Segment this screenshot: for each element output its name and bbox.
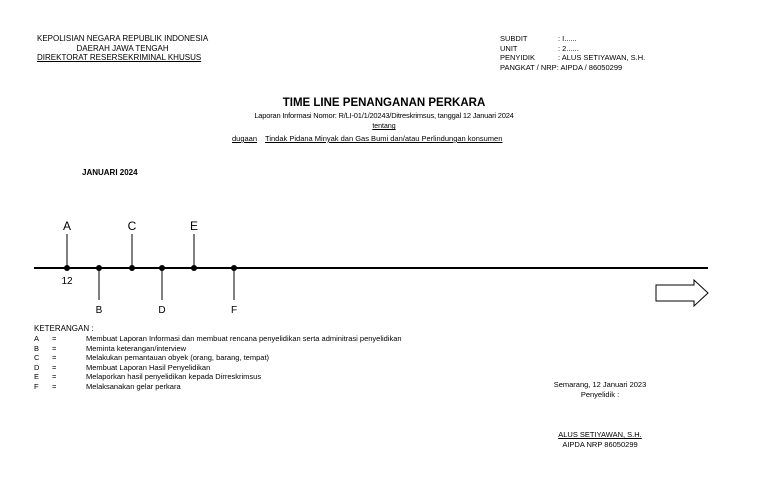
keterangan-list: [34, 334, 402, 392]
day-label: 12: [61, 276, 73, 287]
item-letter: C: [34, 353, 40, 363]
item-text: Membuat Laporan Informasi dan membuat rencana penyelidikan serta adminitrasi penyelidikan: [86, 334, 402, 343]
keterangan-item: [34, 382, 402, 392]
field-value: : AIPDA / 86050299: [556, 62, 623, 72]
keterangan-item: [34, 353, 402, 363]
signature-role: Penyelidik :: [580, 389, 620, 399]
keterangan-title: KETERANGAN :: [34, 324, 94, 333]
signature-name: ALUS SETIYAWAN, S.H.: [558, 430, 642, 439]
timeline-point-e: [191, 265, 197, 271]
timeline-letter-e: E: [189, 219, 199, 233]
header-region: DAERAH JAWA TENGAH: [76, 43, 169, 53]
keterangan-item: [34, 363, 402, 373]
timeline-letter-b: B: [95, 305, 103, 316]
field-value: : ALUS SETIYAWAN, S.H.: [558, 53, 646, 62]
item-text: Meminta keterangan/interview: [86, 343, 187, 353]
timeline-point-b: [96, 265, 102, 271]
document-subtitle: Laporan Informasi Nomor: R/LI-01/1/20243/Ditreskrimsus, tanggal 12 Januari 2024: [254, 111, 514, 120]
signature-place-date: Semarang, 12 Januari 2023: [553, 380, 647, 389]
timeline-letter-a: A: [62, 219, 72, 233]
item-eq: =: [52, 353, 57, 363]
item-letter: A: [34, 334, 40, 343]
keterangan-item: [34, 372, 402, 382]
field-value: : I......: [558, 34, 577, 43]
item-eq: =: [52, 334, 57, 343]
document-title: TIME LINE PENANGANAN PERKARA: [282, 97, 486, 109]
item-letter: E: [34, 372, 40, 382]
dugaan-text: Tindak Pidana Minyak dan Gas Bumi dan/atau Perlindungan konsumen: [265, 134, 503, 143]
signature-block-top: [520, 380, 680, 399]
item-eq: =: [52, 381, 57, 391]
item-text: Melakukan pemantauan obyek (orang, barang, tempat): [86, 353, 270, 363]
field-key: PENYIDIK: [500, 53, 536, 62]
item-eq: =: [52, 362, 57, 372]
timeline-letter-f: F: [230, 305, 238, 316]
signature-nrp: AIPDA NRP 86050299: [562, 439, 638, 449]
timeline-point-a: [64, 265, 70, 271]
keterangan-item: [34, 344, 402, 354]
tentang-label: tentang: [372, 123, 396, 130]
item-eq: =: [52, 343, 57, 353]
item-letter: D: [34, 362, 40, 372]
item-text: Melaksanakan gelar perkara: [86, 381, 181, 391]
timeline-point-c: [129, 265, 135, 271]
month-label: JANUARI 2024: [82, 168, 138, 177]
dugaan-label: dugaan: [232, 134, 258, 143]
timeline-letter-d: D: [158, 305, 166, 316]
field-key: SUBDIT: [500, 34, 528, 43]
field-value: : 2......: [558, 43, 579, 53]
item-letter: B: [34, 343, 40, 353]
timeline-letter-c: C: [127, 219, 137, 233]
timeline-point-f: [231, 265, 237, 271]
field-key: PANGKAT / NRP: [500, 62, 557, 72]
signature-block-bottom: [520, 430, 680, 449]
header-directorate: DIREKTORAT RESERSEKRIMINAL KHUSUS: [37, 53, 202, 62]
timeline-point-d: [159, 265, 165, 271]
arrow-right-icon: [656, 280, 708, 306]
item-letter: F: [34, 381, 39, 391]
keterangan-item: [34, 334, 402, 344]
item-text: Membuat Laporan Hasil Penyelidikan: [86, 362, 211, 372]
field-key: UNIT: [500, 43, 518, 53]
item-text: Melaporkan hasil penyelidikan kepada Dirreskrimsus: [86, 372, 262, 382]
item-eq: =: [52, 372, 57, 382]
header-institution: KEPOLISIAN NEGARA REPUBLIK INDONESIA: [37, 34, 209, 43]
